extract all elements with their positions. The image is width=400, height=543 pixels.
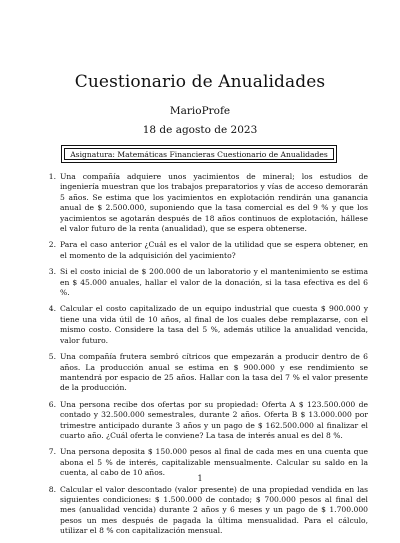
author: MarioProfe	[169, 105, 231, 117]
document-title: Cuestionario de Anualidades	[74, 72, 326, 92]
date: 18 de agosto de 2023	[142, 124, 258, 136]
question-text: Calcular el costo capitalizado de un equipo industrial que cuesta $ 900.000 y tiene una vida útil de 10 años, al final de los cuales debe remplazarse, con el mismo costo. Considere la tasa del 5 %, además utilice la anualidad vencida, valor futuro.	[60, 304, 368, 345]
page-number: 1	[197, 474, 203, 483]
question-text: Una persona deposita $ 150.000 pesos al final de cada mes en una cuenta que abona el 5 % de interés, capitalizable mensualmente. Calcular su saldo en la cuenta, al cabo de 10 años.	[60, 447, 368, 478]
question-item	[40, 352, 368, 394]
question-item	[40, 304, 368, 346]
question-list	[40, 172, 368, 543]
question-number: 6.	[48, 399, 56, 409]
question-item	[40, 400, 368, 442]
question-item	[40, 240, 368, 261]
question-item	[40, 267, 368, 298]
question-text: Una compañía adquiere unos yacimientos de mineral; los estudios de ingeniería muestran que los trabajos preparatorios y vías de acceso demorarán 5 años. Se estima que los yacimientos en explotación rendirán una ganancia anual de $ 2.500.000, suponiendo que la tasa comercial es del 9 % y que los yacimientos se agotarán después de 18 años continuos de explotación, hállese el valor futuro de la renta (anualidad), que se espera obtenerse.	[60, 172, 368, 234]
question-number: 1.	[48, 172, 56, 181]
subject-label: Asignatura: Matemáticas Financieras Cuestionario de Anualidades	[64, 148, 334, 160]
question-item	[40, 172, 368, 234]
question-text: Una persona recibe dos ofertas por su propiedad: Oferta A $ 123.500.000 de contado y 32.500.000 semestrales, durante 2 años. Oferta B $ 13.000.000 por trimestre anticipado durante 3 años y un pago de $ 162.500.000 al finalizar el cuarto año. ¿Cuál oferta le conviene? La tasa de interés anual es del 8 %.	[60, 399, 368, 440]
question-item	[40, 485, 368, 537]
question-text: Una compañía frutera sembró cítricos que empezarán a producir dentro de 6 años. La producción anual se estima en $ 900.000 y ese rendimiento se mantendrá por espacio de 25 años. Hallar con la tasa del 7 % el valor presente de la producción.	[60, 352, 368, 393]
question-number: 4.	[48, 304, 56, 314]
question-text: Si el costo inicial de $ 200.000 de un laboratorio y el mantenimiento se estima en $ 45.000 anuales, hallar el valor de la donación, si la tasa efectiva es del 6 %.	[60, 267, 368, 298]
question-number: 5.	[48, 352, 56, 362]
question-text: Calcular el valor descontado (valor presente) de una propiedad vendida en las siguientes condiciones: $ 1.500.000 de contado; $ 700.000 pesos al final del mes (anualidad vencida) durante 2 años y 6 meses y un pago de $ 1.700.000 pesos un mes después de pagada la última mensualidad. Para el cálculo, utilizar el 8 % con capitalización mensual.	[60, 484, 368, 536]
question-number: 2.	[48, 240, 56, 250]
question-number: 8.	[48, 484, 56, 494]
question-number: 7.	[48, 447, 56, 457]
question-text: Para el caso anterior ¿Cuál es el valor de la utilidad que se espera obtener, en el momento de la adquisición del yacimiento?	[60, 240, 368, 260]
question-number: 3.	[48, 267, 56, 277]
subject-box	[61, 145, 337, 163]
